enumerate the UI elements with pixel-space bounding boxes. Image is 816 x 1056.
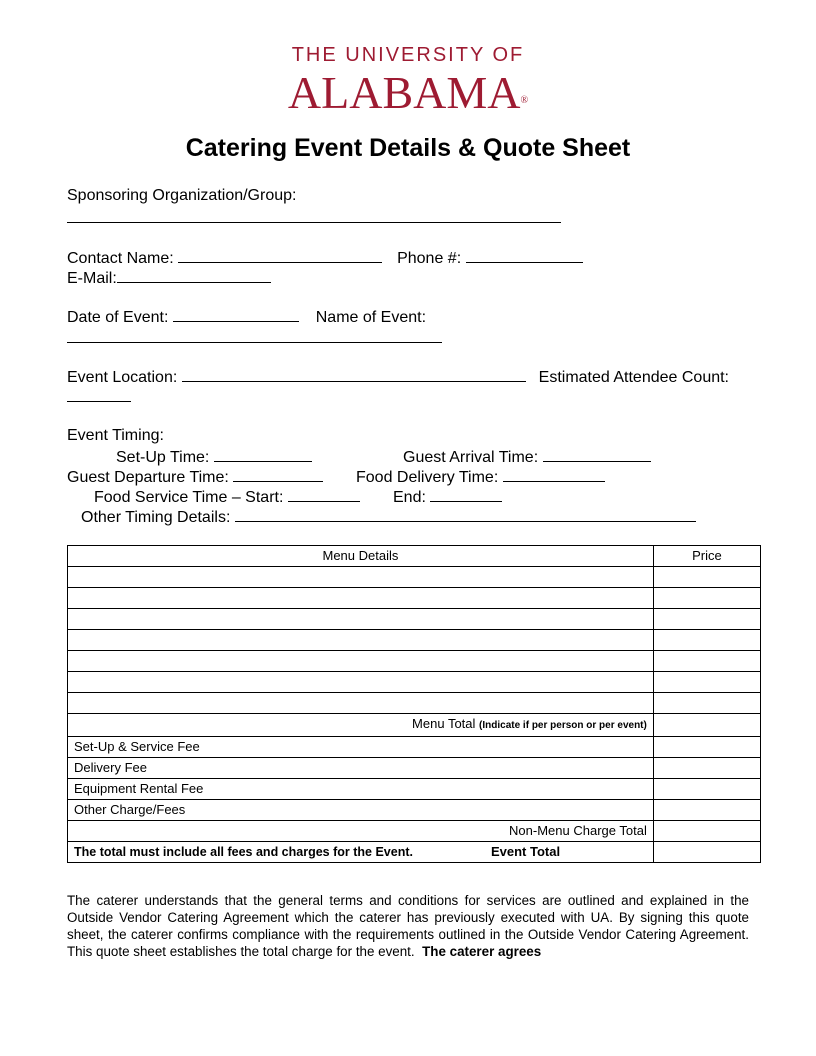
event-total-row (68, 842, 761, 863)
setup-label: Set-Up Time: (116, 449, 210, 466)
other-fees-label: Other Charge/Fees (68, 800, 654, 821)
timing-label: Event Timing: (67, 427, 164, 444)
menu-table (67, 545, 761, 863)
university-logo-main (0, 68, 816, 118)
menu-item-row (68, 651, 761, 672)
menu-price-cell[interactable] (653, 651, 760, 672)
arrival-row (403, 446, 651, 468)
contact-name-field[interactable] (178, 247, 382, 263)
menu-total-value[interactable] (653, 714, 760, 737)
table-header-row (68, 546, 761, 567)
arrival-label: Guest Arrival Time: (403, 449, 539, 466)
location-field[interactable] (182, 366, 526, 382)
equipment-fee-value[interactable] (653, 779, 760, 800)
menu-price-cell[interactable] (653, 609, 760, 630)
departure-field[interactable] (233, 466, 323, 482)
menu-item-row (68, 609, 761, 630)
setup-field[interactable] (214, 446, 312, 462)
email-field[interactable] (117, 267, 271, 283)
service-end-label: End: (393, 489, 426, 506)
setup-fee-value[interactable] (653, 737, 760, 758)
menu-total-row (68, 714, 761, 737)
non-menu-total-row (68, 821, 761, 842)
university-logo-top: THE UNIVERSITY OF (291, 44, 525, 66)
registered-mark: ® (520, 95, 529, 106)
event-total-value[interactable] (653, 842, 760, 863)
menu-price-cell[interactable] (653, 693, 760, 714)
menu-item-row (68, 672, 761, 693)
logo-wordmark: ALABAMA (287, 67, 521, 118)
service-start-field[interactable] (288, 486, 360, 502)
fee-row (68, 779, 761, 800)
departure-label: Guest Departure Time: (67, 469, 229, 486)
menu-price-cell[interactable] (653, 630, 760, 651)
attendee-field[interactable] (67, 401, 131, 402)
page-title: Catering Event Details & Quote Sheet (185, 134, 631, 162)
setup-fee-label: Set-Up & Service Fee (68, 737, 654, 758)
menu-item-row (68, 630, 761, 651)
menu-item-cell[interactable] (68, 630, 654, 651)
service-start-row (94, 486, 360, 508)
date-label: Date of Event: (67, 309, 169, 326)
non-menu-total-label: Non-Menu Charge Total (68, 821, 654, 842)
other-fees-value[interactable] (653, 800, 760, 821)
email-row (67, 267, 271, 289)
event-total-label: Event Total (490, 844, 561, 859)
menu-price-cell[interactable] (653, 672, 760, 693)
service-end-field[interactable] (430, 486, 502, 502)
menu-total-note: (Indicate if per person or per event) (479, 720, 647, 731)
email-label: E-Mail: (67, 270, 117, 287)
other-timing-label: Other Timing Details: (81, 509, 231, 526)
non-menu-total-value[interactable] (653, 821, 760, 842)
delivery-field[interactable] (503, 466, 605, 482)
delivery-fee-label: Delivery Fee (68, 758, 654, 779)
fee-row (68, 800, 761, 821)
menu-item-cell[interactable] (68, 693, 654, 714)
event-name-field[interactable] (67, 342, 442, 343)
sponsoring-field[interactable] (67, 222, 561, 223)
date-field[interactable] (173, 306, 299, 322)
contact-name-label: Contact Name: (67, 250, 174, 267)
menu-item-cell[interactable] (68, 567, 654, 588)
location-row (67, 366, 729, 388)
price-header: Price (653, 546, 760, 567)
menu-item-row (68, 693, 761, 714)
menu-item-cell[interactable] (68, 609, 654, 630)
location-label: Event Location: (67, 369, 178, 386)
menu-item-cell[interactable] (68, 588, 654, 609)
terms-paragraph (67, 892, 749, 960)
departure-row (67, 466, 323, 488)
delivery-label: Food Delivery Time: (356, 469, 499, 486)
menu-item-row (68, 588, 761, 609)
menu-details-header: Menu Details (68, 546, 654, 567)
menu-price-cell[interactable] (653, 588, 760, 609)
arrival-field[interactable] (543, 446, 651, 462)
phone-label: Phone #: (397, 250, 462, 267)
other-timing-row (81, 506, 696, 528)
terms-bold-tail: The caterer agrees (422, 944, 542, 959)
menu-item-cell[interactable] (68, 672, 654, 693)
event-total-label-cell (68, 842, 654, 863)
setup-row (116, 446, 312, 468)
service-start-label: Food Service Time – Start: (94, 489, 284, 506)
date-row (67, 306, 426, 328)
fee-row (68, 758, 761, 779)
service-end-row (393, 486, 502, 508)
fee-row (68, 737, 761, 758)
menu-item-cell[interactable] (68, 651, 654, 672)
menu-price-cell[interactable] (653, 567, 760, 588)
terms-text: The caterer understands that the general terms and conditions for services are outlined and explained in the Outside Vendor Catering Agreement which the caterer has previously executed with UA. By signing this quote sheet, the caterer confirms compliance with the requirements outlined in the Outside Vendor Catering Agreement. This quote sheet establishes the total charge for the event. (67, 893, 749, 959)
other-timing-field[interactable] (235, 506, 696, 522)
sponsoring-label: Sponsoring Organization/Group: (67, 187, 297, 204)
phone-field[interactable] (466, 247, 583, 263)
menu-total-label (68, 714, 654, 737)
contact-row (67, 247, 583, 269)
event-name-label: Name of Event: (315, 309, 427, 326)
delivery-row (356, 466, 605, 488)
menu-item-row (68, 567, 761, 588)
menu-total-text: Menu Total (412, 716, 476, 731)
total-note: The total must include all fees and charges for the Event. (74, 845, 413, 859)
delivery-fee-value[interactable] (653, 758, 760, 779)
attendee-label: Estimated Attendee Count: (538, 369, 729, 386)
equipment-fee-label: Equipment Rental Fee (68, 779, 654, 800)
